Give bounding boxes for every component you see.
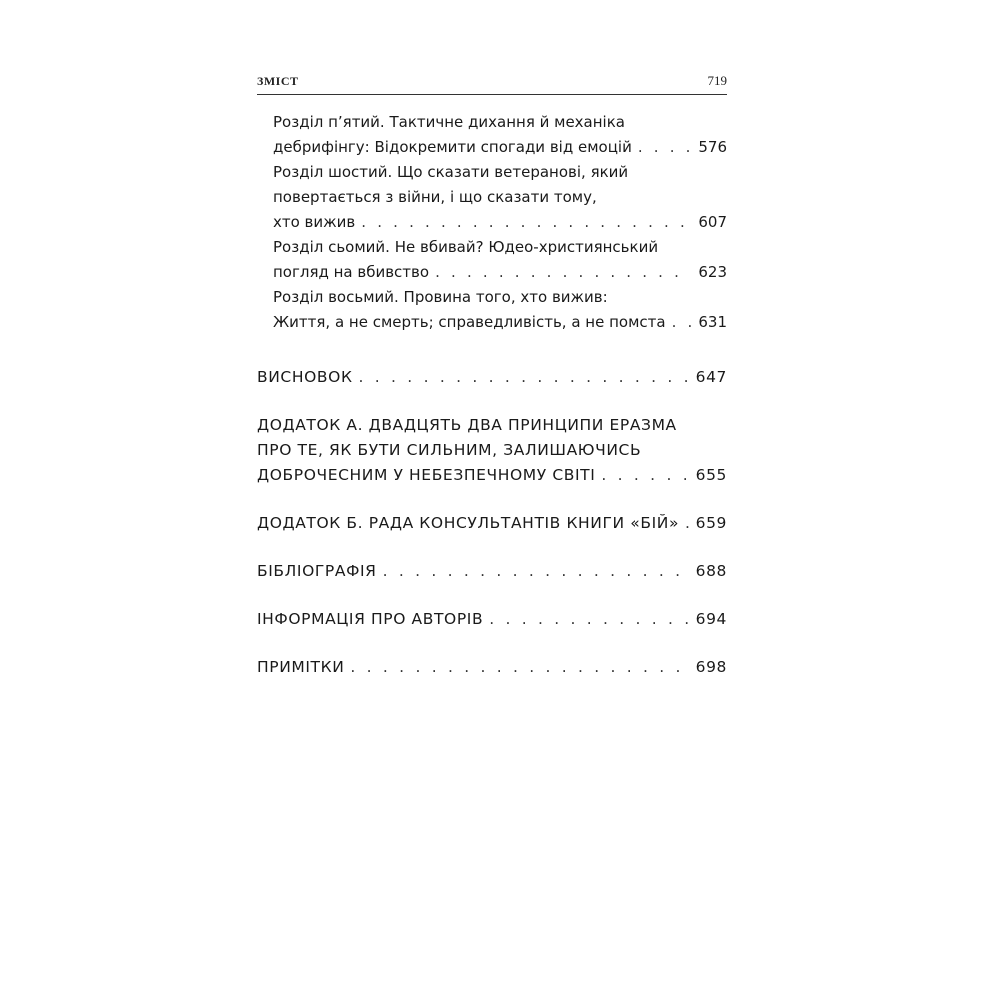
toc-entry-line: хто вижив <box>273 213 356 231</box>
toc-entry-line: ПРИМІТКИ <box>257 658 345 676</box>
dot-leader <box>638 135 691 160</box>
toc-entry-line: БІБЛІОГРАФІЯ <box>257 562 377 580</box>
running-head-section: ЗМІСТ <box>257 74 299 88</box>
toc-page-number: 655 <box>695 466 727 484</box>
toc-page-number: 688 <box>695 562 727 580</box>
toc-entry-line: погляд на вбивство <box>273 263 430 281</box>
toc-entry-line: Життя, а не смерть; справедливість, а не помста <box>273 313 666 331</box>
toc-entry-chapter-8[interactable] <box>257 285 727 335</box>
toc-entry-chapter-5[interactable] <box>257 110 727 160</box>
toc-entry-line: повертається з війни, і що сказати тому, <box>273 188 597 206</box>
toc-entry-chapter-7[interactable] <box>257 235 727 285</box>
dot-leader <box>361 210 691 235</box>
toc-page-number: 659 <box>695 514 727 532</box>
toc-entry-line: ДОДАТОК А. ДВАДЦЯТЬ ДВА ПРИНЦИПИ ЕРАЗМА <box>257 416 677 434</box>
dot-leader <box>359 365 690 390</box>
toc-page-number: 607 <box>698 213 727 231</box>
dot-leader <box>435 260 691 285</box>
toc-entry-line: Розділ восьмий. Провина того, хто вижив: <box>273 288 608 306</box>
dot-leader <box>383 559 690 584</box>
toc-page-number: 698 <box>695 658 727 676</box>
table-of-contents <box>257 110 727 680</box>
toc-entry-appendix-b[interactable] <box>257 511 727 536</box>
toc-entry-bibliography[interactable] <box>257 559 727 584</box>
toc-page-number: 576 <box>698 138 727 156</box>
toc-page-number: 623 <box>698 263 727 281</box>
dot-leader <box>685 511 690 536</box>
toc-entry-line: ДОБРОЧЕСНИМ У НЕБЕЗПЕЧНОМУ СВІТІ <box>257 466 596 484</box>
dot-leader <box>672 310 691 335</box>
toc-entry-line: Розділ п’ятий. Тактичне дихання й механіка <box>273 113 625 131</box>
toc-page-number: 631 <box>698 313 727 331</box>
toc-page-number: 694 <box>695 610 727 628</box>
toc-entry-line: дебрифінгу: Відокремити спогади від емоцій <box>273 138 632 156</box>
toc-entry-line: ІНФОРМАЦІЯ ПРО АВТОРІВ <box>257 610 484 628</box>
toc-entry-line: ПРО ТЕ, ЯК БУТИ СИЛЬНИМ, ЗАЛИШАЮЧИСЬ <box>257 441 642 459</box>
toc-entry-line: ДОДАТОК Б. РАДА КОНСУЛЬТАНТІВ КНИГИ «БІЙ» <box>257 514 680 532</box>
toc-entry-line: Розділ сьомий. Не вбивай? Юдео-християнський <box>273 238 659 256</box>
page-number: 719 <box>707 73 727 88</box>
dot-leader <box>489 607 689 632</box>
toc-page-number: 647 <box>695 368 727 386</box>
running-head <box>257 72 727 95</box>
toc-entry-conclusion[interactable] <box>257 365 727 390</box>
toc-entry-chapter-6[interactable] <box>257 160 727 235</box>
toc-entry-about-authors[interactable] <box>257 607 727 632</box>
toc-entry-line: ВИСНОВОК <box>257 368 353 386</box>
toc-entry-notes[interactable] <box>257 655 727 680</box>
toc-entry-line: Розділ шостий. Що сказати ветеранові, який <box>273 163 629 181</box>
toc-entry-appendix-a[interactable] <box>257 413 727 488</box>
dot-leader <box>350 655 689 680</box>
dot-leader <box>601 463 689 488</box>
